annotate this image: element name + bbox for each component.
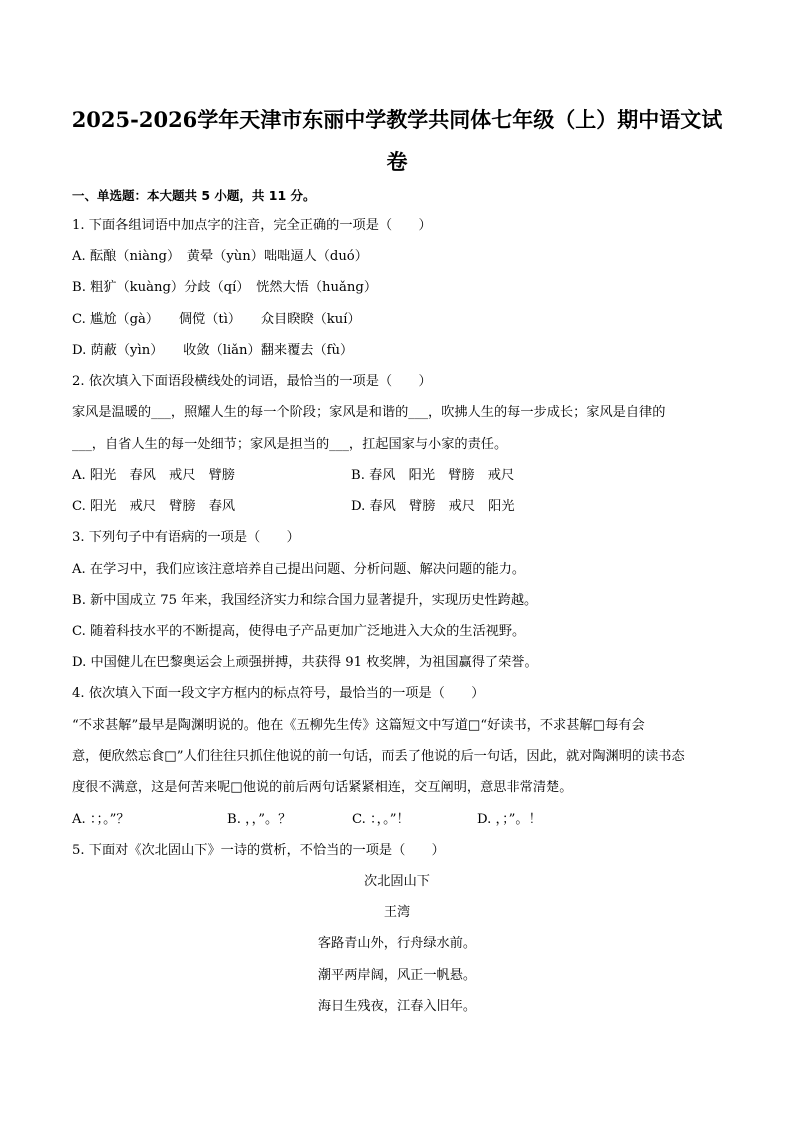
question-5-stem: 5. 下面对《次北固山下》一诗的赏析，不恰当的一项是（ ）	[72, 843, 445, 858]
question-3-option-b: B. 新中国成立 75 年来，我国经济实力和综合国力显著提升，实现历史性跨越。	[72, 593, 538, 608]
question-4-option-a: A. ：；。”？	[72, 812, 130, 827]
question-4-stem: 4. 依次填入下面一段文字方框内的标点符号，最恰当的一项是（ ）	[72, 686, 485, 701]
question-2-stem: 2. 依次填入下面语段横线处的词语，最恰当的一项是（ ）	[72, 374, 432, 389]
question-3-stem: 3. 下列句子中有语病的一项是（ ）	[72, 530, 300, 545]
question-3-option-c: C. 随着科技水平的不断提高，使得电子产品更加广泛地进入大众的生活视野。	[72, 624, 526, 639]
question-2-option-a: A. 阳光 春风 戒尺 臂膀	[72, 468, 235, 483]
exam-title-line1: 2025-2026学年天津市东丽中学教学共同体七年级（上）期中语文试	[71, 107, 723, 132]
poem-line-1: 客路青山外，行舟绿水前。	[317, 936, 477, 951]
poem-author: 王湾	[383, 905, 411, 920]
exam-title-line2: 卷	[386, 149, 408, 174]
question-3-option-d: D. 中国健儿在巴黎奥运会上顽强拼搏，共获得 91 枚奖牌，为祖国赢得了荣誉。	[72, 655, 538, 670]
question-2-passage-line1: 家风是温暖的___，照耀人生的每一个阶段；家风是和谐的___，吹拂人生的每一步成长；家风是自律的	[72, 405, 666, 420]
question-2-option-b: B. 春风 阳光 臂膀 戒尺	[351, 468, 515, 483]
question-1-option-d: D. 荫蔽（yìn） 收敛（liǎn）翻来覆去（fù）	[72, 343, 354, 358]
question-4-option-c: C. ：，。”！	[352, 812, 410, 827]
poem-line-2: 潮平两岸阔，风正一帆悬。	[317, 968, 477, 983]
question-2-option-c: C. 阳光 戒尺 臂膀 春风	[72, 499, 236, 514]
question-4-option-b: B. ，，”。？	[227, 812, 292, 827]
question-1-stem: 1. 下面各组词语中加点字的注音，完全正确的一项是（ ）	[72, 218, 432, 233]
question-2-passage-line2: ___，自省人生的每一处细节；家风是担当的___，扛起国家与小家的责任。	[72, 437, 508, 452]
question-2-option-d: D. 春风 臂膀 戒尺 阳光	[351, 499, 515, 514]
poem-line-3: 海日生残夜，江春入旧年。	[317, 999, 477, 1014]
section-heading: 一、单选题：本大题共 5 小题，共 11 分。	[72, 188, 316, 203]
question-3-option-a: A. 在学习中，我们应该注意培养自己提出问题、分析问题、解决问题的能力。	[72, 562, 526, 577]
question-1-option-a: A. 酝酿（niàng） 黄晕（yùn）咄咄逼人（duó）	[72, 249, 368, 264]
question-4-passage-line3: 度很不满意，这是何苦来呢□他说的前后两句话紧紧相连，交互阐明，意思非常清楚。	[72, 780, 573, 795]
question-4-option-d: D. ，；”。！	[477, 812, 542, 827]
question-1-option-b: B. 粗犷（kuàng）分歧（qí） 恍然大悟（huǎng）	[72, 280, 378, 295]
poem-title: 次北固山下	[364, 874, 430, 889]
question-1-option-c: C. 尴尬（gà） 倜傥（tì） 众目睽睽（kuí）	[72, 312, 361, 327]
question-4-passage-line2: 意，便欣然忘食□”人们往往只抓住他说的前一句话，而丢了他说的后一句话，因此，就对陶渊明的读书态	[72, 749, 685, 764]
question-4-passage-line1: “不求甚解”最早是陶渊明说的。他在《五柳先生传》这篇短文中写道□“好读书，不求甚解□每有会	[72, 718, 645, 733]
